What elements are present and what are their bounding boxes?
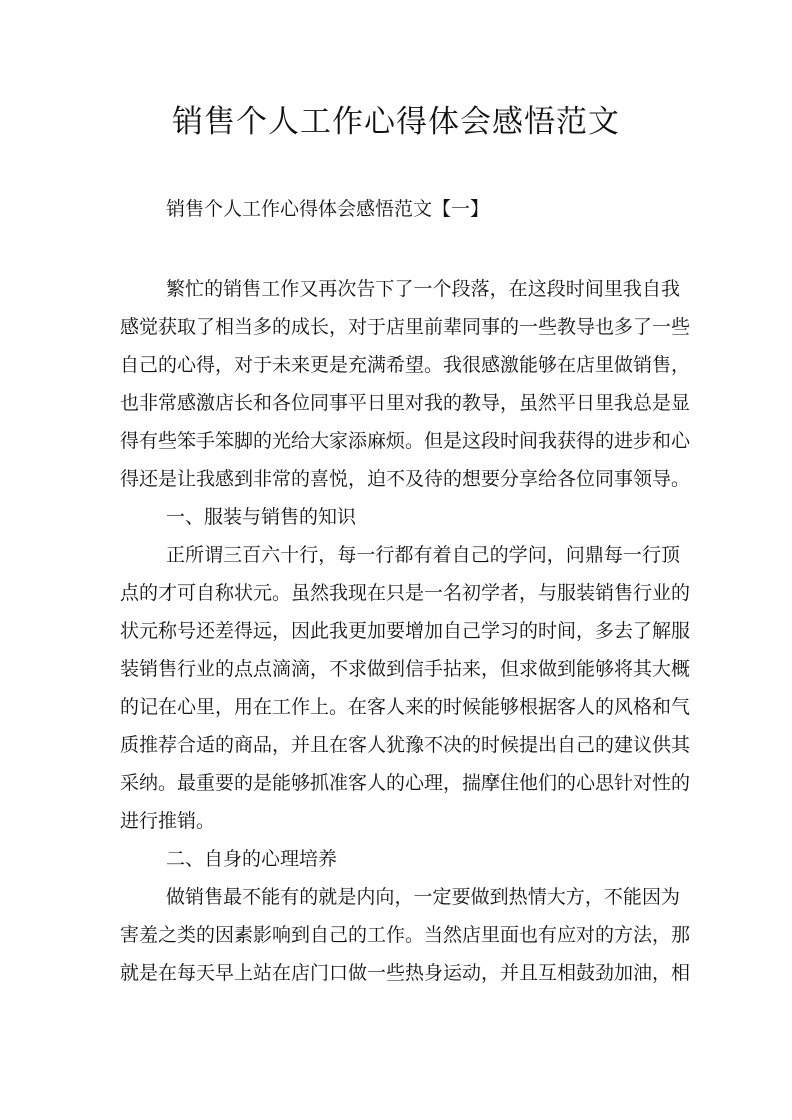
text-line: 自己的心得，对于未来更是充满希望。我很感激能够在店里做销售， [120, 354, 691, 376]
text-line: 害羞之类的因素影响到自己的工作。当然店里面也有应对的方法，那 [120, 924, 691, 946]
text-line: 点的才可自称状元。虽然我现在只是一名初学者，与服装销售行业的 [120, 582, 691, 604]
text-line: 也非常感激店长和各位同事平日里对我的教导，虽然平日里我总是显 [120, 392, 691, 414]
text-line: 的记在心里，用在工作上。在客人来的时候能够根据客人的风格和气 [120, 696, 691, 718]
section-subtitle: 销售个人工作心得体会感悟范文【一】 [166, 198, 490, 220]
text-line: 得还是让我感到非常的喜悦，迫不及待的想要分享给各位同事领导。 [120, 468, 691, 490]
text-line: 进行推销。 [120, 810, 216, 832]
text-line: 做销售最不能有的就是内向，一定要做到热情大方，不能因为 [166, 886, 680, 908]
text-line: 状元称号还差得远，因此我更加要增加自己学习的时间，多去了解服 [120, 620, 691, 642]
text-line: 得有些笨手笨脚的光给大家添麻烦。但是这段时间我获得的进步和心 [120, 430, 691, 452]
document-title: 销售个人工作心得体会感悟范文 [172, 104, 620, 140]
text-line: 繁忙的销售工作又再次告下了一个段落，在这段时间里我自我 [166, 278, 680, 300]
text-line: 装销售行业的点点滴滴，不求做到信手拈来，但求做到能够将其大概 [120, 658, 691, 680]
text-line: 正所谓三百六十行，每一行都有着自己的学问，问鼎每一行顶 [166, 544, 680, 566]
text-line: 感觉获取了相当多的成长，对于店里前辈同事的一些教导也多了一些 [120, 316, 691, 338]
text-line: 就是在每天早上站在店门口做一些热身运动，并且互相鼓劲加油，相 [120, 962, 691, 984]
text-line: 质推荐合适的商品，并且在客人犹豫不决的时候提出自己的建议供其 [120, 734, 691, 756]
text-line: 采纳。最重要的是能够抓准客人的心理，揣摩住他们的心思针对性的 [120, 772, 691, 794]
body-text [120, 270, 691, 992]
section-heading: 一、服装与销售的知识 [166, 506, 357, 528]
section-heading: 二、自身的心理培养 [166, 848, 338, 870]
